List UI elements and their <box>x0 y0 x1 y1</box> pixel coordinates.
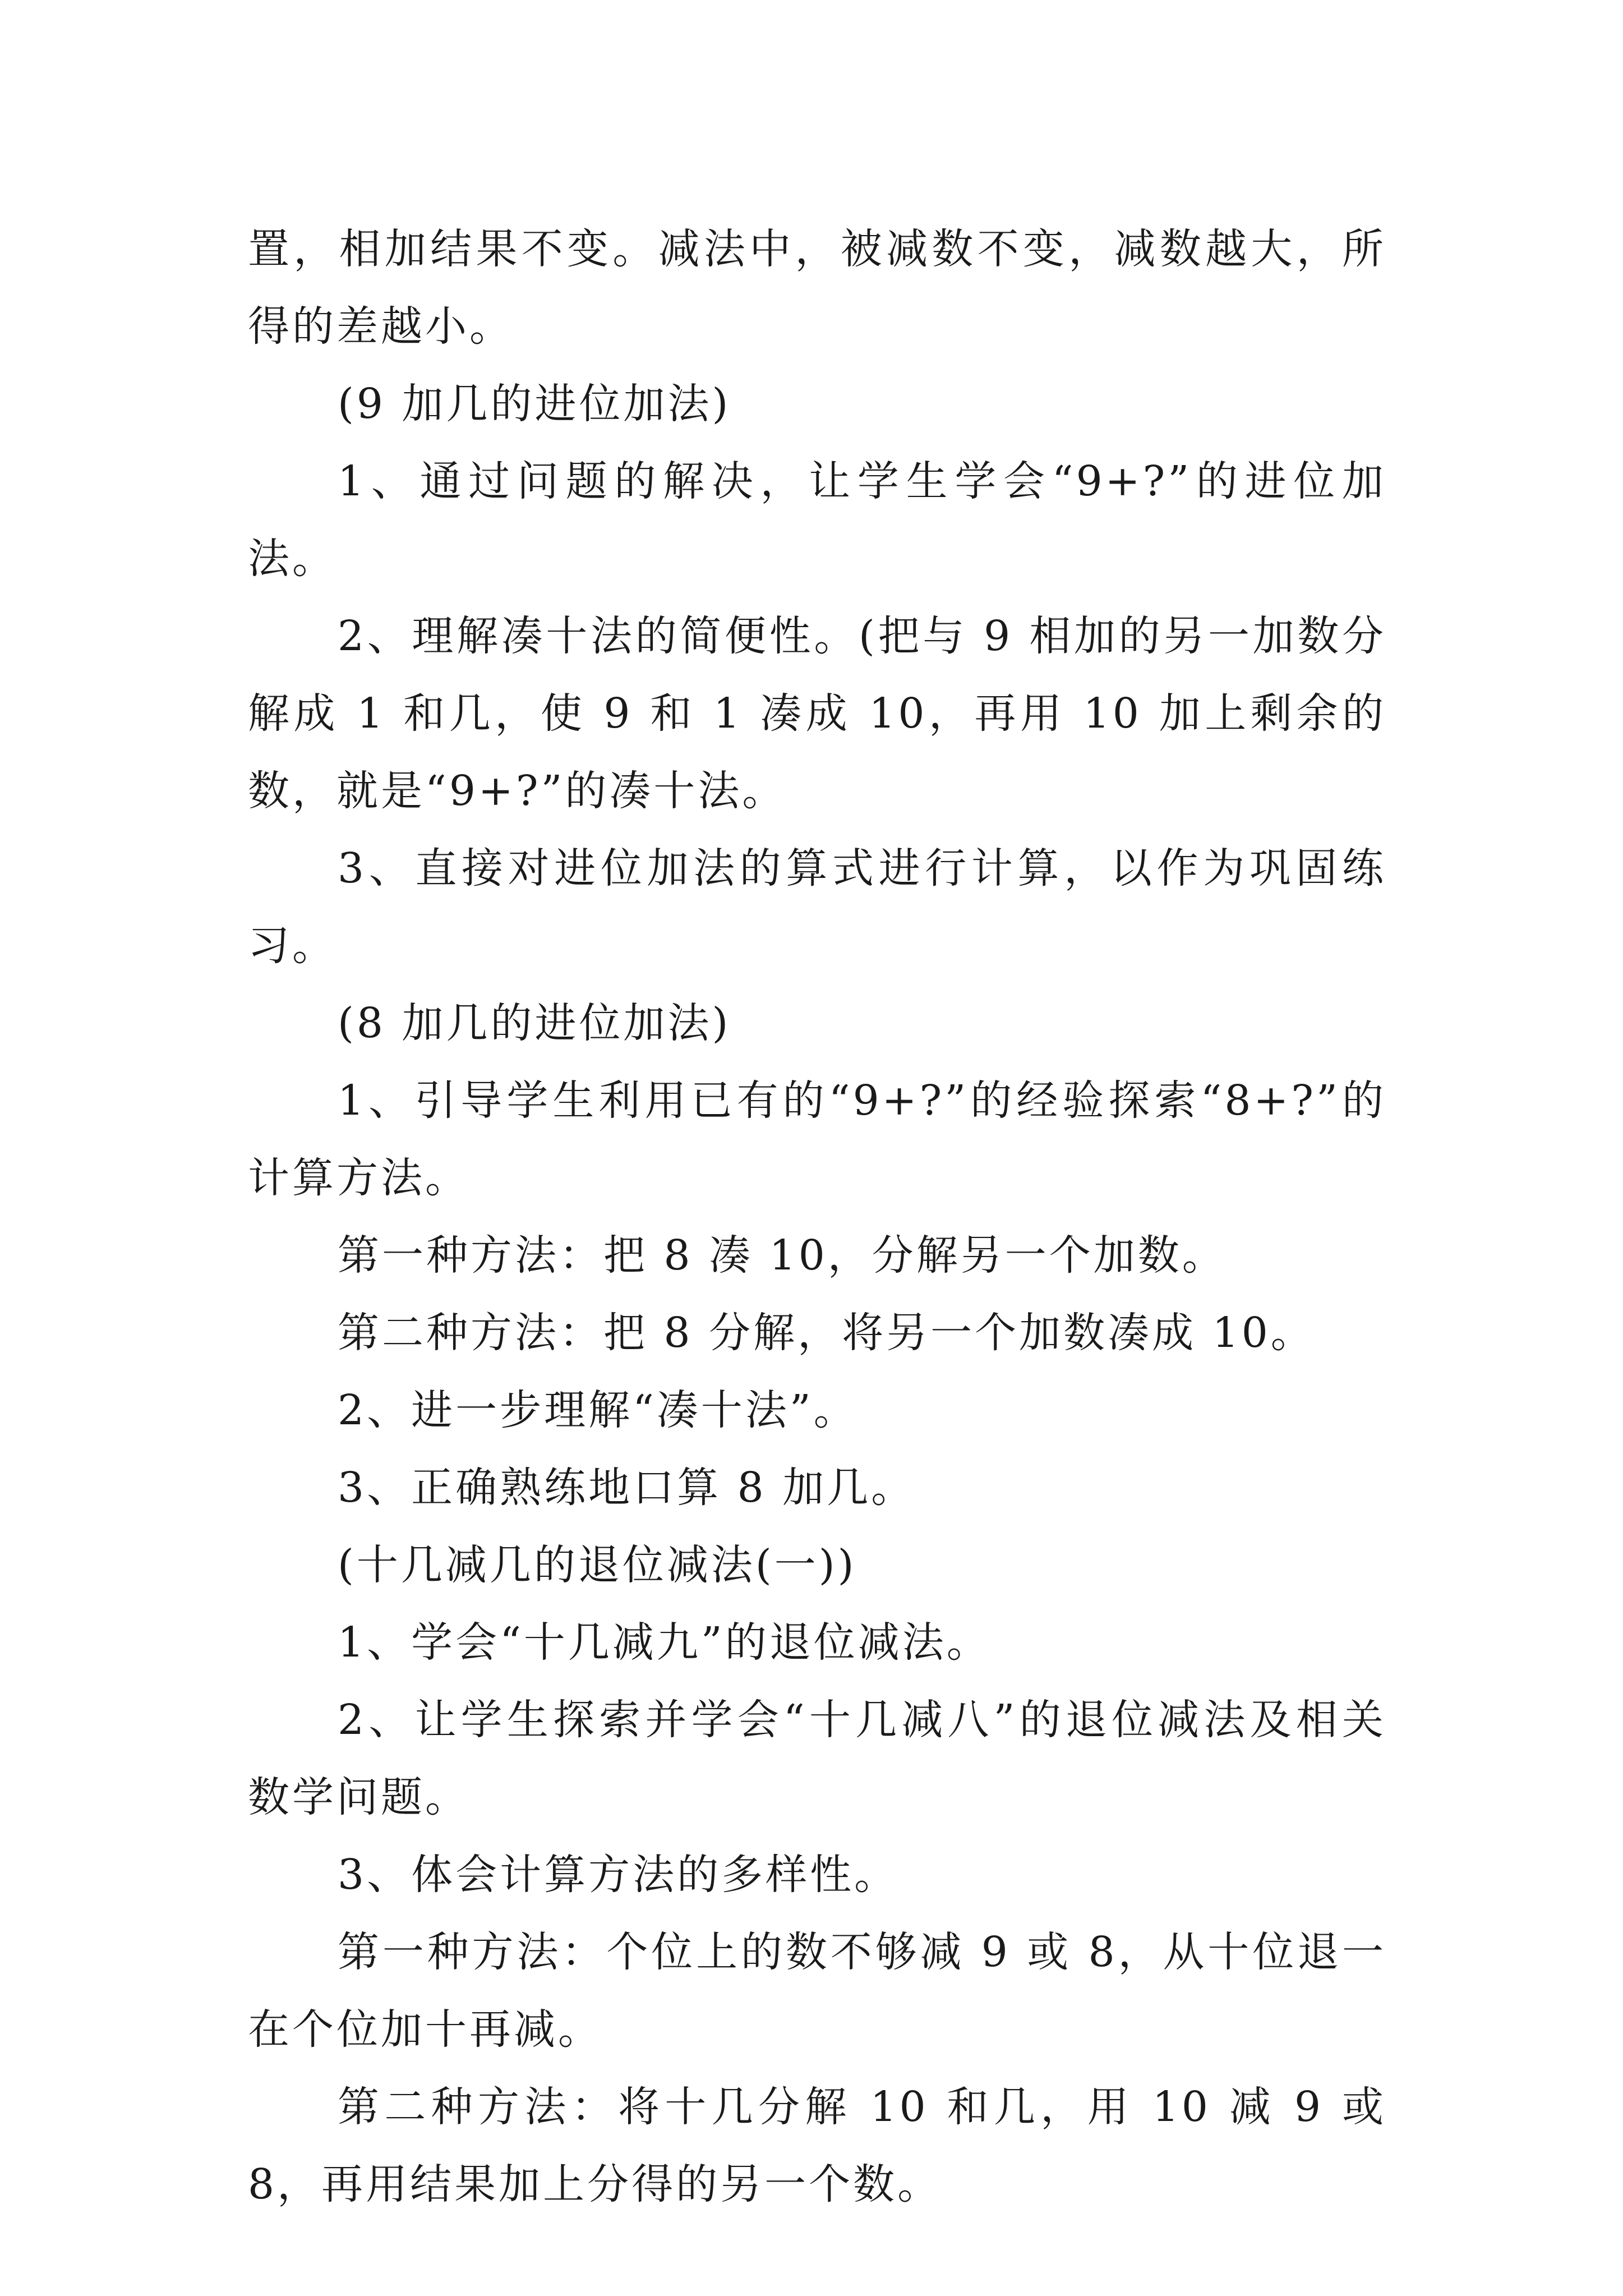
paragraph: 第二种方法：把 8 分解，将另一个加数凑成 10。 <box>338 1309 1315 1357</box>
paragraph: 1、引导学生利用已有的“9+?”的经验探索“8+?”的计算方法。 <box>248 1076 1386 1202</box>
paragraph: 第一种方法：把 8 凑 10，分解另一个加数。 <box>338 1231 1227 1280</box>
paragraph: 3、体会计算方法的多样性。 <box>338 1851 899 1899</box>
paragraph: 1、通过问题的解决，让学生学会“9+?”的进位加法。 <box>248 457 1386 583</box>
paragraph: 2、让学生探索并学会“十几减八”的退位减法及相关数学问题。 <box>248 1696 1386 1821</box>
paragraph: 1、学会“十几减九”的退位减法。 <box>338 1618 991 1667</box>
document-body <box>248 210 1386 2223</box>
paragraph: 第二种方法：将十几分解 10 和几，用 10 减 9 或 8，再用结果加上分得的另一个数。 <box>248 2083 1386 2208</box>
paragraph: 2、理解凑十法的简便性。(把与 9 相加的另一加数分解成 1 和几，使 9 和 1 凑成 10，再用 10 加上剩余的数，就是“9+?”的凑十法。 <box>248 612 1386 815</box>
section-heading-9-plus: (9 加几的进位加法) <box>338 380 731 428</box>
paragraph: 3、正确熟练地口算 8 加几。 <box>338 1464 916 1512</box>
paragraph-continuation: 置，相加结果不变。减法中，被减数不变，减数越大，所得的差越小。 <box>248 225 1386 351</box>
paragraph: 第一种方法：个位上的数不够减 9 或 8，从十位退一在个位加十再减。 <box>248 1928 1386 2054</box>
paragraph: 2、进一步理解“凑十法”。 <box>338 1386 858 1434</box>
paragraph: 3、直接对进位加法的算式进行计算，以作为巩固练习。 <box>248 844 1386 970</box>
section-heading-8-plus: (8 加几的进位加法) <box>338 999 731 1047</box>
section-heading-subtraction: (十几减几的退位减法(一)) <box>338 1541 857 1589</box>
